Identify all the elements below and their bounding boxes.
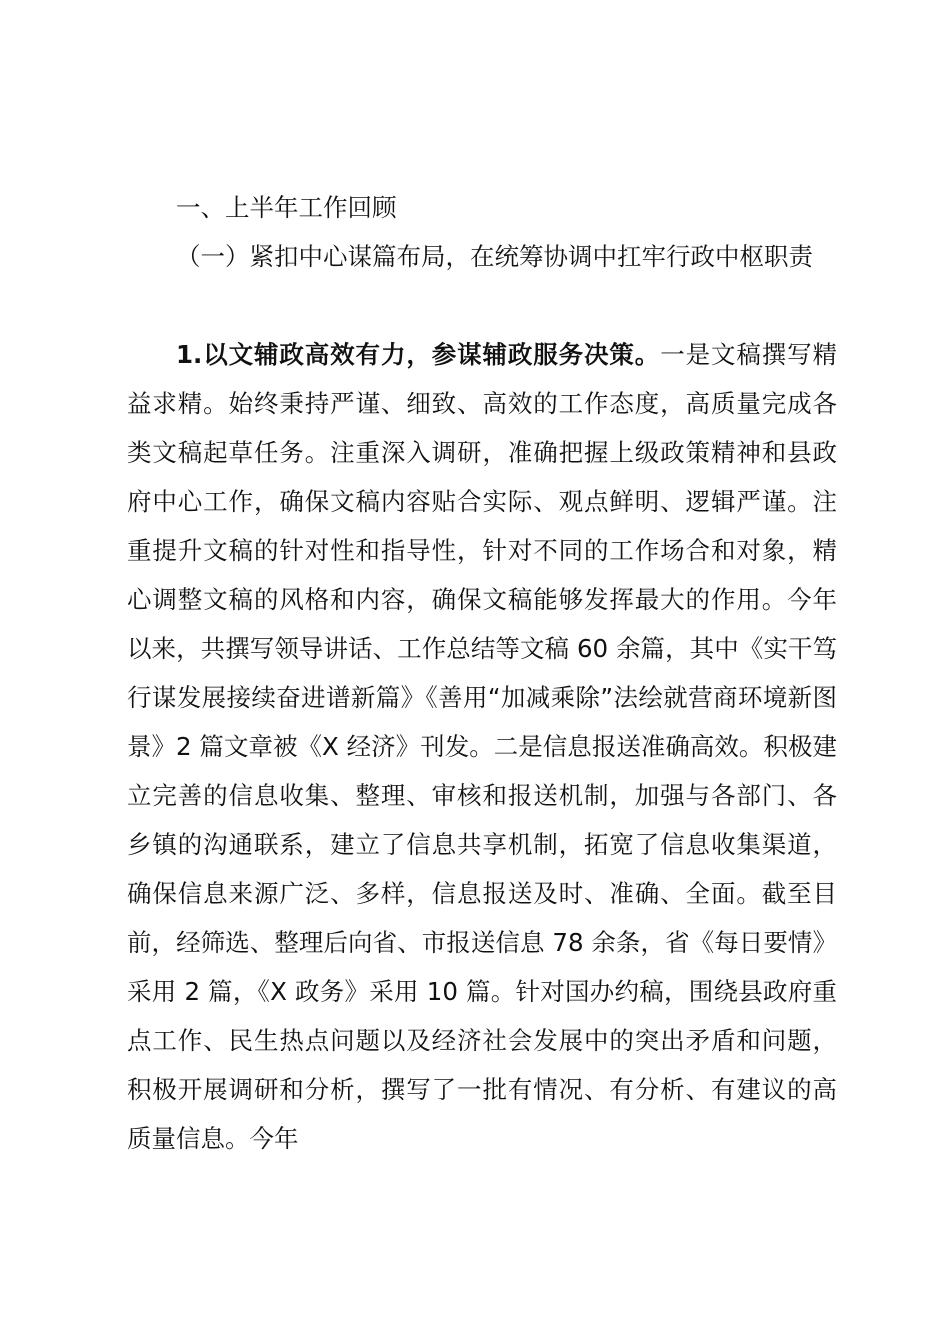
paragraph-body: 一是文稿撰写精益求精。始终秉持严谨、细致、高效的工作态度，高质量完成各类文稿起草任务。注重深入调研，准确把握上级政策精神和县政府中心工作，确保文稿内容贴合实际、观点鲜明、逻辑严谨。注重提升文稿的针对性和指导性，针对不同的工作场合和对象，精心调整文稿的风格和内容，确保文稿能够发挥最大的作用。今年以来，共撰写领导讲话、工作总结等文稿 60 余篇，其中《实干笃行谋发展接续奋进谱新篇》《善用“加减乘除”法绘就营商环境新图景》2 篇文章被《X 经济》刊发。二是信息报送准确高效。积极建立完善的信息收集、整理、审核和报送机制，加强与各部门、各乡镇的沟通联系，建立了信息共享机制，拓宽了信息收集渠道，确保信息来源广泛、多样，信息报送及时、准确、全面。截至目前，经筛选、整理后向省、市报送信息 78 余条，省《每日要情》采用 2 篇，《X 政务》采用 10 篇。针对国办约稿，围绕县政府重点工作、民生热点问题以及经济社会发展中的突出矛盾和问题，积极开展调研和分析，撰写了一批有情况、有分析、有建议的高质量信息。今年 — [127, 340, 838, 1153]
sub-heading: （一）紧扣中心谋篇布局，在统筹协调中扛牢行政中枢职责 — [176, 242, 813, 271]
paragraph-lead: 1.以文辅政高效有力，参谋辅政服务决策。 — [176, 340, 661, 369]
section-heading: 一、上半年工作回顾 — [176, 193, 397, 222]
body-paragraph — [127, 330, 837, 1163]
